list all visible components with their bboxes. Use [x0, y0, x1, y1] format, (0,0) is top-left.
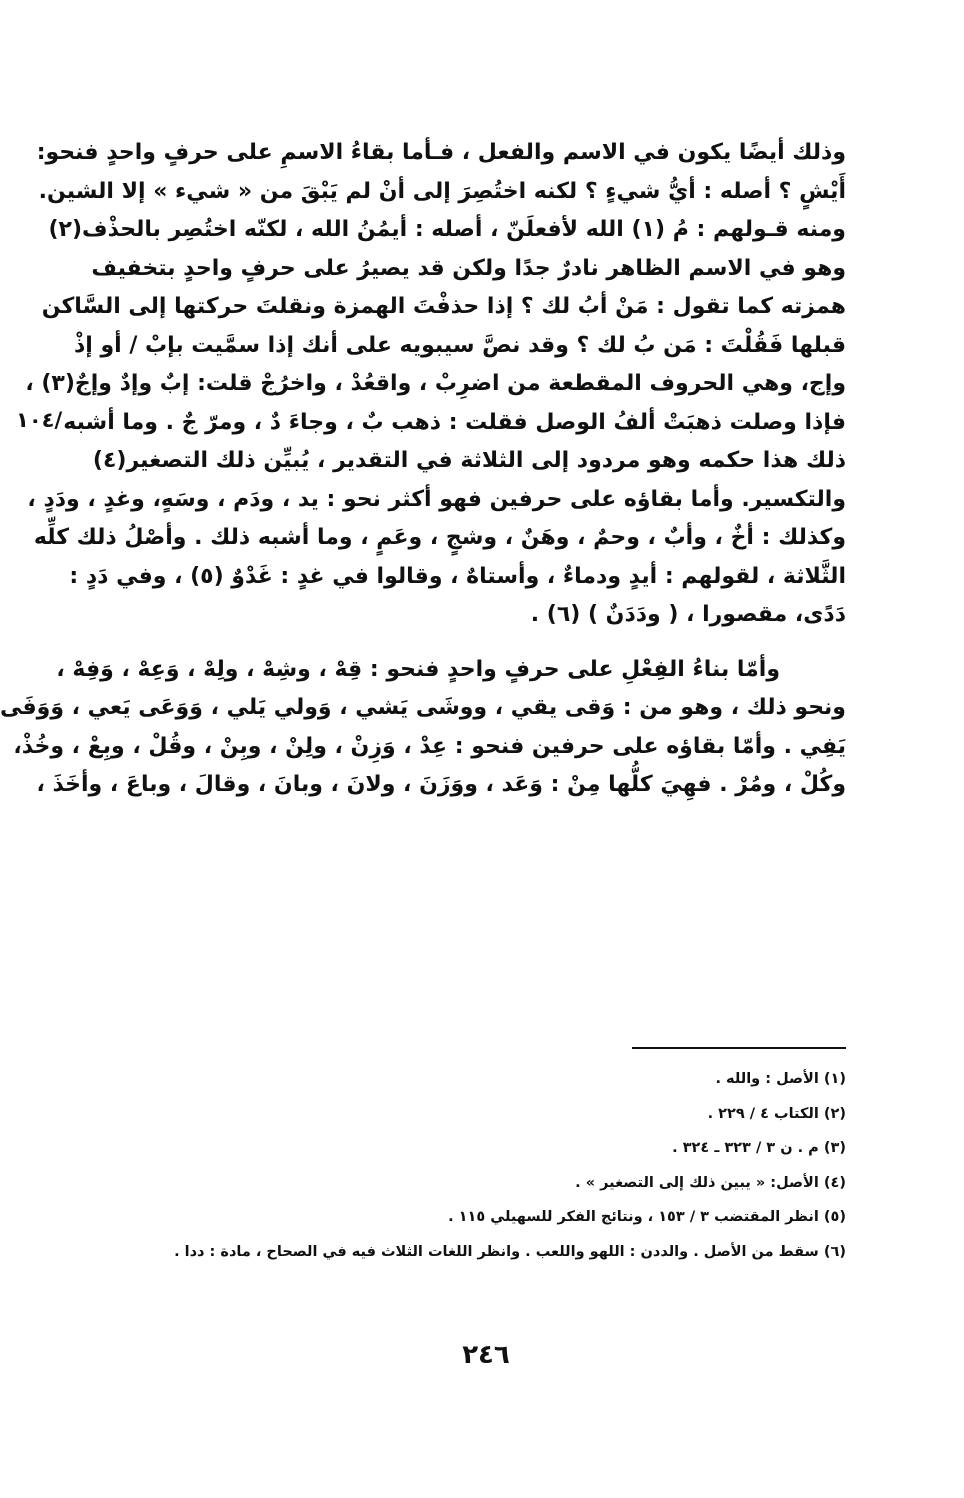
- text-line: وإج، وهي الحروف المقطعة من اضرِبْ ، واقعُدْ ، واخرُجْ قلت: إبٌ وإدٌ وإجٌ(٣) ،: [25, 371, 846, 396]
- text-line: أَيْشٍ ؟ أصله : أيُّ شيءٍ ؟ لكنه اختُصِرَ إلى أنْ لم يَبْقَ من « شيء » إلا الشين.: [38, 178, 846, 204]
- margin-page-reference: /١٠٤: [16, 408, 63, 432]
- text-line: وأمّا بناءُ الفِعْلِ على حرفٍ واحدٍ فنحو : قِهْ ، وشِهْ ، ولِهْ ، وَعِهْ ، وَفِهْ ،: [56, 656, 780, 682]
- footnote-item: (٣) م . ن ٣ / ٣٢٣ ـ ٣٢٤ .: [672, 1140, 846, 1156]
- text-line: وكُلْ ، ومُرْ . فهِيَ كلُّها مِنْ : وَعَد ، ووَزَنَ ، ولانَ ، وبانَ ، وقالَ ، وباعَ ، وأخَذَ ،: [36, 772, 846, 797]
- footnote-item: (٢) الكتاب ٤ / ٢٢٩ .: [707, 1105, 846, 1122]
- text-line: ونحو ذلك ، وهو من : وَقى يقي ، ووشَى يَشي ، وَولي يَلي ، وَوَعَى يَعي ، وَوَفَى: [0, 695, 846, 720]
- footnote-separator: [632, 1047, 846, 1049]
- page-number: ٢٤٦: [462, 1340, 510, 1370]
- text-line: دَدًى، مقصورا ، ( ودَدَنٌ ) (٦) .: [530, 602, 846, 627]
- text-line: وكذلك : أخٌ ، وأبٌ ، وحمٌ ، وهَنٌ ، وشجٍ ، وعَمٍ ، وما أشبه ذلك . وأصْلُ ذلك كلِّه: [33, 525, 846, 550]
- paragraph-spacer: [126, 635, 846, 651]
- text-line: قبلها فَقُلْتَ : مَن بُ لك ؟ وقد نصَّ سيبويه على أنك إذا سمَّيت بإبْ / أو إذْ: [73, 332, 846, 358]
- footnote-item: (٦) سقط من الأصل . والددن : اللهو واللعب . وانظر اللغات الثلاث فيه في الصحاح ، مادة : ددا .: [174, 1243, 846, 1260]
- text-line: يَفِي . وأمّا بقاؤه على حرفين فنحو : عِدْ ، وَزِنْ ، ولِنْ ، وبِنْ ، وقُلْ ، وبِعْ ، وخُذْ،: [13, 733, 846, 759]
- footnote-item: (١) الأصل : والله .: [715, 1071, 846, 1087]
- footnote-item: (٤) الأصل: « يبين ذلك إلى التصغير » .: [575, 1174, 846, 1191]
- text-line: الثَّلاثة ، لقولهم : أيدٍ ودماءٌ ، وأستاهٌ ، وقالوا في غدٍ : غَدْوٌ (٥) ، وفي دَدٍ :: [69, 563, 846, 589]
- text-line: وهو في الاسم الظاهر نادرٌ جدًا ولكن قد يصيرُ على حرفٍ واحدٍ بتخفيف: [91, 255, 846, 281]
- text-line: وذلك أيضًا يكون في الاسم والفعل ، فـأما بقاءُ الاسمِ على حرفٍ واحدٍ فنحو:: [36, 140, 846, 165]
- text-line: همزته كما تقول : مَنْ أبُ لك ؟ إذا حذفْتَ الهمزة ونقلتَ حركتها إلى السَّاكن: [41, 294, 846, 319]
- footnote-item: (٥) انظر المقتضب ٣ / ١٥٣ ، ونتائج الفكر للسهيلي ١١٥ .: [448, 1209, 846, 1225]
- text-line: والتكسير. وأما بقاؤه على حرفين فهو أكثر نحو : يد ، ودَم ، وسَهٍ، وغدٍ ، ودَدٍ ،: [27, 486, 846, 512]
- text-line: ذلك هذا حكمه وهو مردود إلى الثلاثة في التقدير ، يُبيِّن ذلك التصغير(٤): [92, 448, 846, 473]
- text-line: فإذا وصلت ذهبَتْ ألفُ الوصل فقلت : ذهب بٌ ، وجاءَ دٌ ، ومرّ جٌ . وما أشبه: [63, 409, 846, 435]
- paragraph-2: [0, 651, 846, 805]
- text-line: ومنه قـولهم : مُ (١) الله لأفعلَنّ ، أصله : أيمُنُ الله ، لكنّه اختُصِر بالحذْف(٢): [48, 217, 846, 242]
- footnotes: [126, 1062, 846, 1269]
